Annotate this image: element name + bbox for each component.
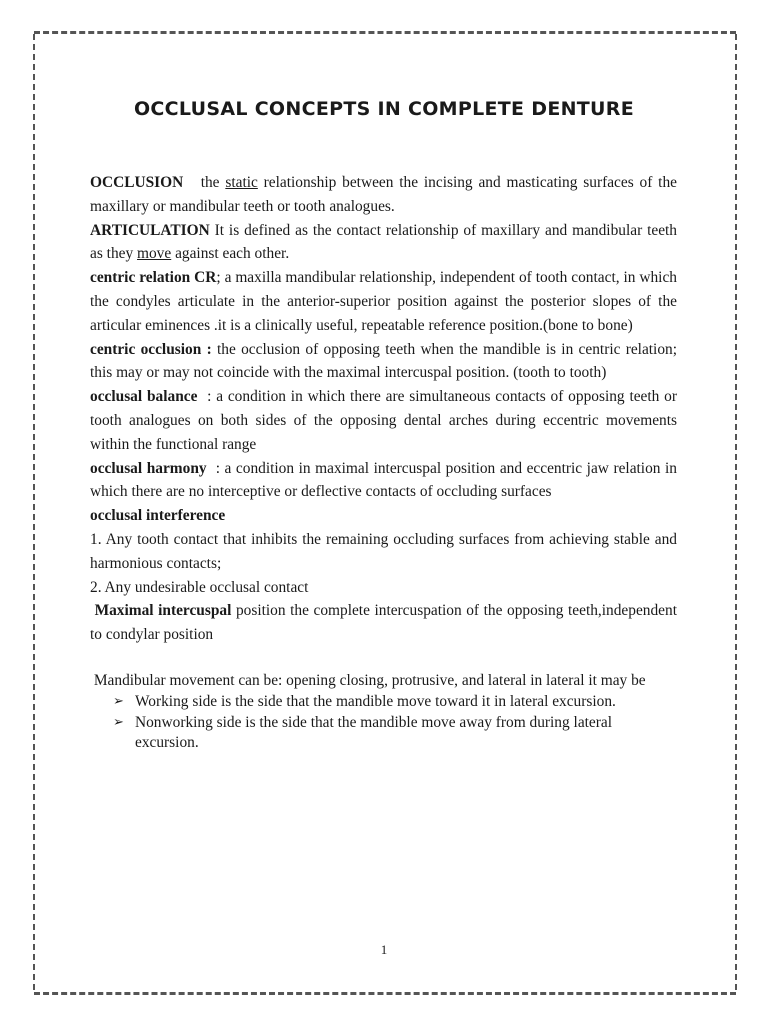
interference-item-2: 2. Any undesirable occlusal contact (90, 578, 309, 596)
term-maximal-intercuspal: Maximal intercuspal (94, 602, 232, 620)
list-item: ➢ Nonworking side is the side that the mandible move away from during lateral excursion. (113, 713, 612, 751)
heading-occlusal-interference: occlusal interference (90, 507, 226, 525)
definition-occlusal-balance: occlusal balance : a condition in which there are simultaneous contacts of opposing teeth or tooth analogues on both sides of the opposing dental arches during eccentric movements within the functional range (90, 388, 681, 453)
mandibular-movement-list (90, 692, 677, 753)
term-occlusal-balance: occlusal balance (90, 388, 198, 406)
definition-centric-occlusion: centric occlusion : the occlusion of opposing teeth when the mandible is in centric relation; this may or may not coincide with the maximal intercuspal position. (tooth to tooth) (90, 340, 677, 382)
underlined-static: static (225, 174, 258, 191)
definition-occlusion: OCCLUSION the static relationship between the incising and masticating surfaces of the maxillary or mandibular teeth or tooth analogues. (90, 174, 677, 215)
document-title: OCCLUSAL CONCEPTS IN COMPLETE DENTURE (133, 98, 634, 120)
spacer (90, 647, 677, 665)
term-centric-occlusion: centric occlusion : (90, 340, 212, 358)
definition-centric-relation: centric relation CR; a maxilla mandibular relationship, independent of tooth contact, in which the condyles articulate in the anterior-superior position against the posterior slopes of the articular eminences .it is a clinically useful, repeatable reference position.(bone to bone) (90, 269, 677, 334)
definition-occlusal-harmony: occlusal harmony : a condition in maximal intercuspal position and eccentric jaw relation in which there are no interceptive or deflective contacts of occluding surfaces (90, 459, 681, 501)
list-item: ➢ Working side is the side that the mandible move toward it in lateral excursion. (113, 692, 616, 710)
underlined-move: move (137, 245, 172, 263)
arrow-bullet-icon: ➢ (113, 693, 124, 709)
page-number: 1 (380, 942, 388, 957)
definition-articulation: ARTICULATION It is defined as the contact relationship of maxillary and mandibular teeth as they move against each other. (90, 221, 677, 263)
page-border-left (33, 34, 35, 990)
mandibular-movement-intro: Mandibular movement can be: opening closing, protrusive, and lateral in lateral it may be (90, 671, 646, 689)
term-occlusion: OCCLUSION (90, 174, 184, 191)
page-border-top (34, 31, 736, 34)
interference-item-1: 1. Any tooth contact that inhibits the remaining occluding surfaces from achieving stable and harmonious contacts; (90, 530, 677, 572)
document-body (90, 171, 681, 753)
definition-maximal-intercuspal: Maximal intercuspal position the complete intercuspation of the opposing teeth,independent to condylar position (90, 602, 677, 644)
page-border-right (735, 34, 737, 990)
term-articulation: ARTICULATION (90, 221, 210, 239)
term-occlusal-harmony: occlusal harmony (90, 459, 207, 477)
page-border-bottom (34, 992, 736, 995)
term-centric-relation: centric relation CR (90, 269, 217, 287)
arrow-bullet-icon: ➢ (113, 714, 124, 730)
